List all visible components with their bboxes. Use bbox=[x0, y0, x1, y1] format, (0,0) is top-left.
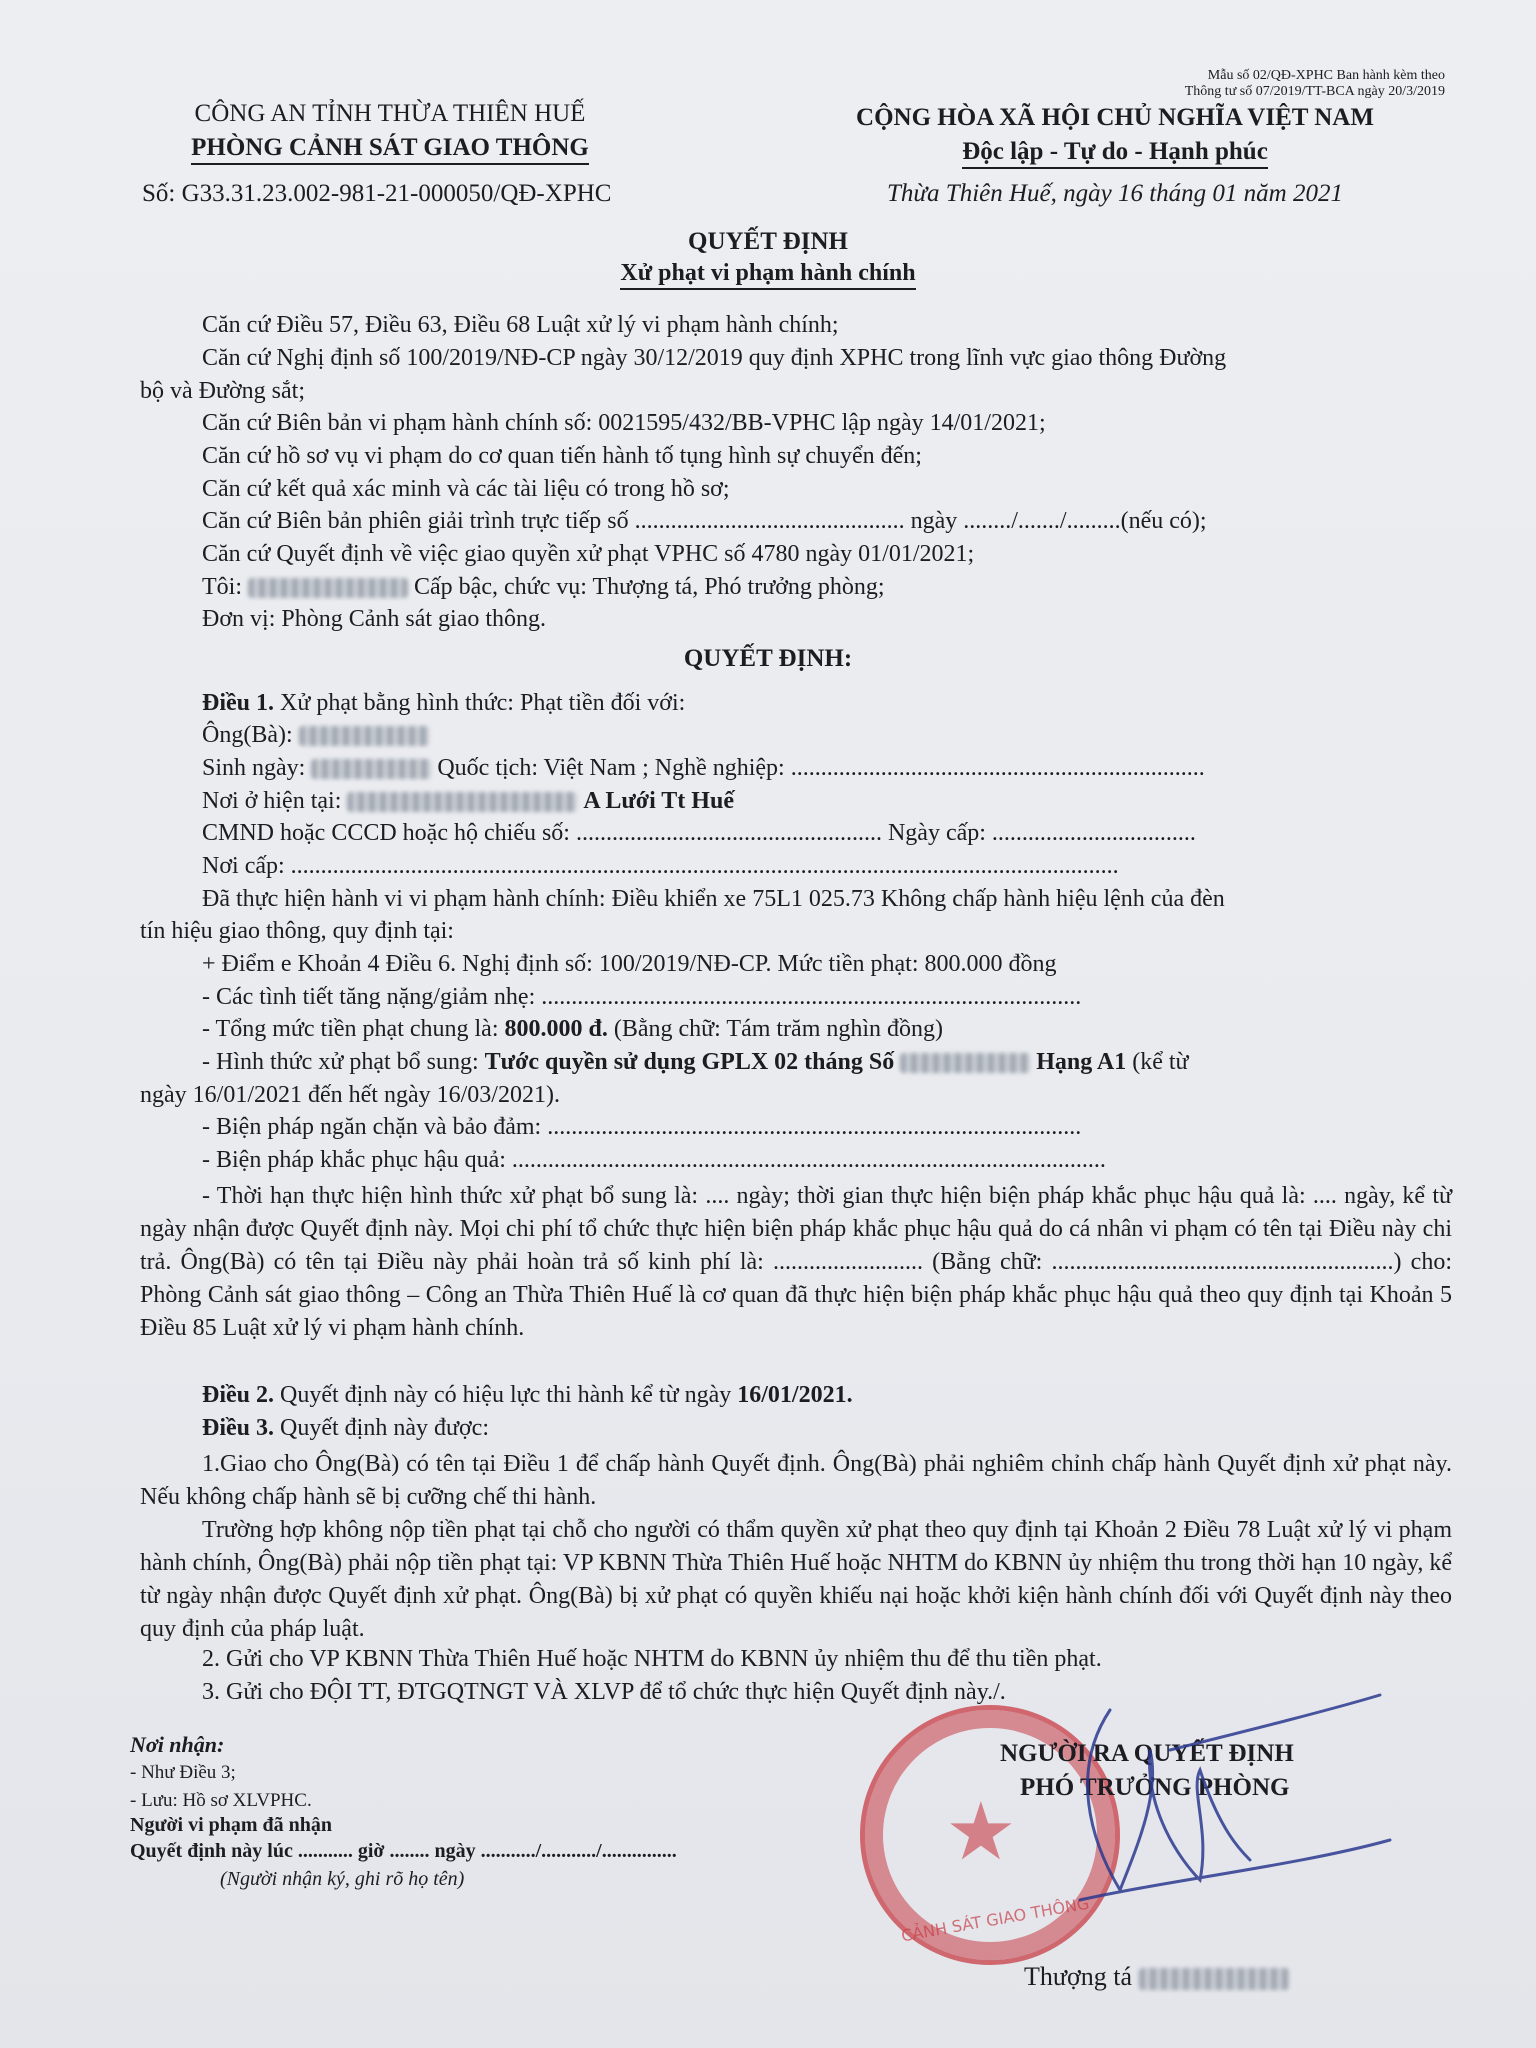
person-label: Ông(Bà): bbox=[202, 722, 293, 748]
total-label: - Tổng mức tiền phạt chung là: bbox=[202, 1016, 499, 1042]
residence-line bbox=[202, 788, 734, 815]
article-3 bbox=[202, 1415, 489, 1442]
additional-value: Tước quyền sử dụng GPLX 02 tháng Số bbox=[484, 1049, 895, 1075]
redacted-name bbox=[248, 578, 408, 598]
circumstances-line: - Các tình tiết tăng nặng/giảm nhẹ: .......................................................................................... bbox=[202, 984, 1082, 1010]
redacted-license-number bbox=[900, 1053, 1030, 1073]
article-3-item-2: 2. Gửi cho VP KBNN Thừa Thiên Huế hoặc NHTM do KBNN ủy nhiệm thu để thu tiền phạt. bbox=[202, 1646, 1102, 1672]
basis-line: Căn cứ hồ sơ vụ vi phạm do cơ quan tiến hành tố tụng hình sự chuyển đến; bbox=[202, 443, 922, 469]
signer-rank: Thượng tá bbox=[1024, 1962, 1132, 1991]
violation-line: Đã thực hiện hành vi vi phạm hành chính: Điều khiển xe 75L1 025.73 Không chấp hành hiệu lệnh của đèn bbox=[202, 886, 1225, 912]
residence-label: Nơi ở hiện tại: bbox=[202, 788, 342, 814]
received-line: Người vi phạm đã nhận bbox=[130, 1814, 333, 1836]
recipient-line: - Như Điều 3; bbox=[130, 1762, 236, 1783]
article-3-item-3: 3. Gửi cho ĐỘI TT, ĐTGQTNGT VÀ XLVP để tổ chức thực hiện Quyết định này./. bbox=[202, 1679, 1006, 1705]
basis-line: Căn cứ Biên bản phiên giải trình trực tiếp số ............................................. ngày ......../......./.........(nếu có); bbox=[202, 508, 1207, 534]
place-date: Thừa Thiên Huế, ngày 16 tháng 01 năm 2021 bbox=[887, 180, 1343, 207]
article-3-item-1: 1.Giao cho Ông(Bà) có tên tại Điều 1 để chấp hành Quyết định. Ông(Bà) phải nghiêm chỉnh chấp hành Quyết định xử phạt này. Nếu không chấp hành sẽ bị cưỡng chế thi hành. bbox=[140, 1451, 1452, 1510]
department-name-text: PHÒNG CẢNH SÁT GIAO THÔNG bbox=[191, 134, 589, 165]
signer-rank-line bbox=[1024, 1962, 1289, 1992]
article-2-text: Quyết định này có hiệu lực thi hành kể từ ngày bbox=[280, 1382, 732, 1408]
signer-role-1: NGƯỜI RA QUYẾT ĐỊNH bbox=[1000, 1740, 1294, 1767]
article-1-label: Điều 1. bbox=[202, 690, 274, 716]
seal-text: CẢNH SÁT GIAO THÔNG bbox=[899, 1893, 1091, 1946]
total-words: (Bằng chữ: Tám trăm nghìn đồng) bbox=[613, 1016, 944, 1042]
total-value: 800.000 đ. bbox=[504, 1016, 608, 1042]
redacted-address bbox=[347, 792, 577, 812]
basis-line: Căn cứ Nghị định số 100/2019/NĐ-CP ngày 30/12/2019 quy định XPHC trong lĩnh vực giao thông Đường bbox=[202, 345, 1227, 371]
seal-star-icon: ★ bbox=[945, 1785, 1017, 1878]
basis-line: bộ và Đường sắt; bbox=[140, 378, 306, 404]
agency-name: CÔNG AN TỈNH THỪA THIÊN HUẾ bbox=[194, 100, 586, 127]
received-line: Quyết định này lúc ........... giờ ........ ngày .........../.........../............... bbox=[130, 1840, 677, 1862]
article-1-text: Xử phạt bằng hình thức: Phạt tiền đối với: bbox=[280, 690, 686, 716]
article-2 bbox=[202, 1382, 853, 1409]
violation-line: tín hiệu giao thông, quy định tại: bbox=[140, 918, 454, 944]
issuer-line bbox=[202, 574, 885, 601]
additional-label: - Hình thức xử phạt bổ sung: bbox=[202, 1049, 479, 1075]
nationality: Quốc tịch: Việt Nam ; Nghề nghiệp: ..................................................................... bbox=[437, 755, 1205, 781]
issuer-prefix: Tôi: bbox=[202, 574, 242, 600]
title-sub bbox=[0, 260, 1536, 290]
recipients-heading: Nơi nhận: bbox=[130, 1732, 225, 1757]
motto-text: Độc lập - Tự do - Hạnh phúc bbox=[962, 138, 1268, 169]
article-2-date: 16/01/2021. bbox=[737, 1382, 853, 1408]
redacted-dob bbox=[311, 759, 431, 779]
article-2-label: Điều 2. bbox=[202, 1382, 274, 1408]
provision-line: + Điểm e Khoản 4 Điều 6. Nghị định số: 100/2019/NĐ-CP. Mức tiền phạt: 800.000 đồng bbox=[202, 951, 1057, 977]
title-main: QUYẾT ĐỊNH bbox=[688, 228, 848, 255]
country-name: CỘNG HÒA XÃ HỘI CHỦ NGHĨA VIỆT NAM bbox=[856, 104, 1374, 131]
department-name bbox=[120, 134, 660, 165]
basis-line: Căn cứ kết quả xác minh và các tài liệu có trong hồ sơ; bbox=[202, 476, 730, 502]
additional-tail: (kể từ bbox=[1132, 1049, 1189, 1075]
dob-label: Sinh ngày: bbox=[202, 755, 306, 781]
decision-heading: QUYẾT ĐỊNH: bbox=[683, 645, 853, 672]
additional-class: Hạng A1 bbox=[1036, 1049, 1127, 1075]
total-line bbox=[202, 1016, 943, 1043]
article-3-item-1b: Trường hợp không nộp tiền phạt tại chỗ cho người có thẩm quyền xử phạt theo quy định tại Khoản 2 Điều 78 Luật xử lý vi phạm hành chính, Ông(Bà) phải nộp tiền phạt tại: VP KBNN Thừa Thiên Huế hoặc NHTM do KBNN ủy nhiệm thu trong thời hạn 10 ngày, kể từ ngày nhận được Quyết định xử phạt. Ông(Bà) bị xử phạt có quyền khiếu nại hoặc khởi kiện hành chính đối với Quyết định này theo quy định của pháp luật. bbox=[140, 1517, 1452, 1642]
form-note-line-2: Thông tư số 07/2019/TT-BCA ngày 20/3/2019 bbox=[1184, 84, 1445, 99]
redacted-person bbox=[299, 726, 429, 746]
document-number: Số: G33.31.23.002-981-21-000050/QĐ-XPHC bbox=[142, 180, 612, 207]
person-line bbox=[202, 722, 429, 749]
remedy-line: - Biện pháp khắc phục hậu quả: ................................................................................................... bbox=[202, 1147, 1106, 1173]
deadline-paragraph: - Thời hạn thực hiện hình thức xử phạt bổ sung là: .... ngày; thời gian thực hiện biện pháp khắc phục hậu quả là: .... ngày, kể từ ngày nhận được Quyết định này. Mọi chi phí tổ chức thực hiện biện pháp khắc phục hậu quả do cá nhân vi phạm có tên tại Điều này chi trả. Ông(Bà) có tên tại Điều này phải hoàn trả số kinh phí là: ......................... (Bằng chữ: .........................................................) cho: Phòng Cảnh sát giao thông – Công an Thừa Thiên Huế là cơ quan đã thực hiện biện pháp khắc phục hậu quả theo quy định tại Khoản 5 Điều 85 Luật xử lý vi phạm hành chính. bbox=[140, 1183, 1452, 1341]
handwritten-signature bbox=[1050, 1690, 1410, 1920]
signer-role-2: PHÓ TRƯỞNG PHÒNG bbox=[1020, 1774, 1290, 1801]
dob-line bbox=[202, 755, 1205, 782]
received-note: (Người nhận ký, ghi rõ họ tên) bbox=[220, 1868, 465, 1890]
additional-period: ngày 16/01/2021 đến hết ngày 16/03/2021). bbox=[140, 1082, 560, 1108]
basis-line: Căn cứ Quyết định về việc giao quyền xử phạt VPHC số 4780 ngày 01/01/2021; bbox=[202, 541, 975, 567]
residence-tail: A Lưới Tt Huế bbox=[583, 788, 734, 814]
article-1 bbox=[202, 690, 685, 717]
title-sub-text: Xử phạt vi phạm hành chính bbox=[620, 260, 915, 290]
article-3-text: Quyết định này được: bbox=[280, 1415, 489, 1441]
recipient-line: - Lưu: Hồ sơ XLVPHC. bbox=[130, 1790, 312, 1811]
form-note bbox=[1085, 68, 1445, 100]
basis-line: Căn cứ Điều 57, Điều 63, Điều 68 Luật xử lý vi phạm hành chính; bbox=[202, 312, 839, 338]
additional-line bbox=[202, 1049, 1189, 1076]
basis-line: Căn cứ Biên bản vi phạm hành chính số: 0021595/432/BB-VPHC lập ngày 14/01/2021; bbox=[202, 410, 1046, 436]
issuer-unit: Đơn vị: Phòng Cảnh sát giao thông. bbox=[202, 606, 547, 632]
id-line: CMND hoặc CCCD hoặc hộ chiếu số: ................................................... Ngày cấp: .................................. bbox=[202, 820, 1196, 846]
redacted-signer-name bbox=[1139, 1968, 1289, 1990]
issue-place-line: Nơi cấp: .......................................................................................................................................... bbox=[202, 853, 1119, 879]
form-note-line-1: Mẫu số 02/QĐ-XPHC Ban hành kèm theo bbox=[1207, 68, 1445, 83]
prevention-line: - Biện pháp ngăn chặn và bảo đảm: ......................................................................................... bbox=[202, 1114, 1082, 1140]
article-3-label: Điều 3. bbox=[202, 1415, 274, 1441]
issuer-rank: Cấp bậc, chức vụ: Thượng tá, Phó trưởng phòng; bbox=[414, 574, 885, 600]
motto bbox=[800, 138, 1430, 169]
